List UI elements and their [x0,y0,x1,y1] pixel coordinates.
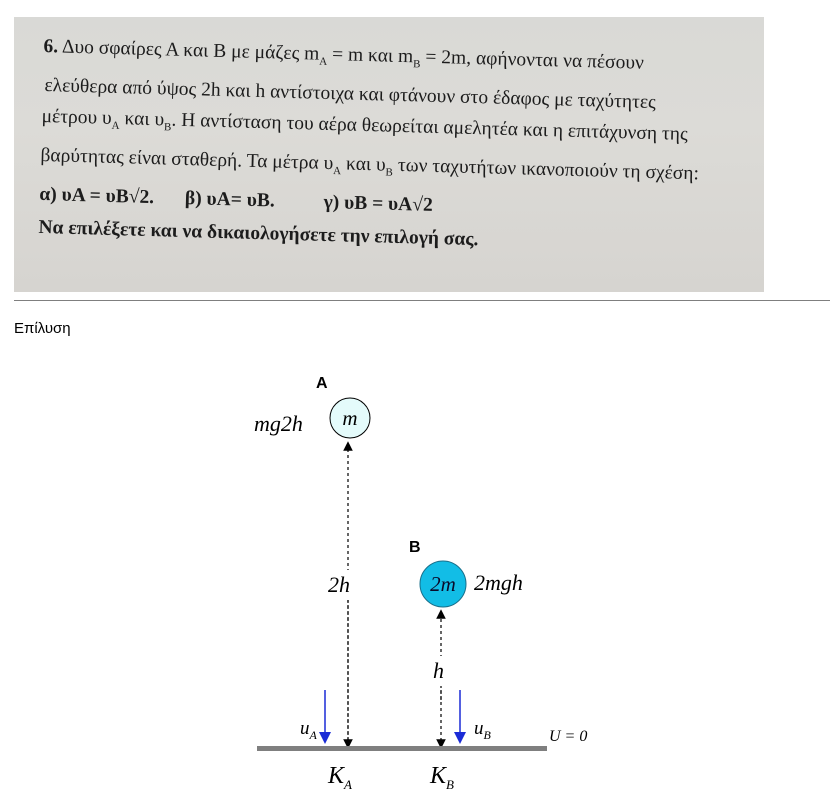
ball-b-energy: 2mgh [474,570,523,595]
ball-b-label: B [409,539,421,556]
ball-a-label: A [316,375,328,392]
problem-instruction: Να επιλέξετε και να δικαιολογήσετε την επιλογή σας. [38,216,479,250]
option-b: β) υΑ= υΒ. [184,187,276,212]
ball-b-mass: 2m [430,572,456,596]
option-c: γ) υΒ = υΑ√2 [323,191,434,216]
velocity-a-label: $u_A$ [300,718,317,742]
ground-line [257,746,547,751]
kinetic-b-label: $K_B$ [430,763,454,792]
kinetic-a-label: $K_A$ [328,763,352,792]
height-b-label: h [433,658,444,683]
height-a-label: 2h [328,572,350,597]
problem-number: 6. [43,35,59,58]
ball-a-mass: m [342,406,358,430]
option-a: α) υΑ = υΒ√2. [39,183,155,208]
reference-label: U = 0 [549,728,588,745]
ball-a-energy: mg2h [254,411,303,436]
problem-line-1: 6. Δυο σφαίρες Α και Β με μάζες $m_A = m$ και $m_B = 2m$, αφήνονται να πέσουν [43,35,645,74]
problem-line-3: μέτρου $\upsilon_A$ και $\upsilon_B$. Η αντίσταση του αέρα θεωρείται αμελητέα και η επιτάχυνση της [41,105,688,145]
problem-line-2: ελεύθερα από ύψος 2h και h αντίστοιχα και φτάνουν στο έδαφος με ταχύτητες [44,74,657,113]
solution-heading: Επίλυση [14,320,71,337]
velocity-b-label: $u_B$ [474,718,491,742]
problem-line-4: βαρύτητας είναι σταθερή. Τα μέτρα $\upsilon_A$ και $\upsilon_B$ των ταχυτήτων ικανοποιούν τη σχέση: [40,144,700,185]
